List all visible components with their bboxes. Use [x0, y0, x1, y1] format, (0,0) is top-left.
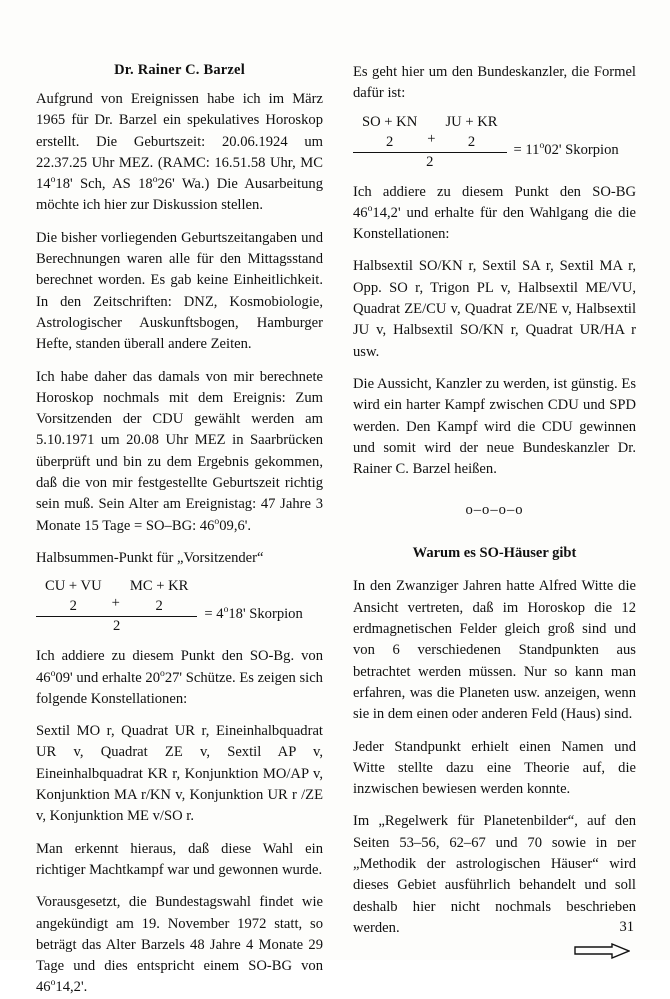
paragraph: Im „Regelwerk für Planetenbilder“, auf den Seiten 53–56, 62–67 und 70 sowie in ᴅer „Methodik der astrologischen Häuser“ wird dieses Gebiet ausführlich behandelt und soll deshalb hier nicht nochmals beschrieben werden.	[353, 813, 636, 936]
formula-numerator-right: MC + KR	[129, 578, 189, 595]
continuation-arrow-container	[353, 943, 636, 965]
paragraph: Vorausgesetzt, die Bundestagswahl findet wie angekündigt am 19. November 1972 statt, so beträgt das Alter Barzels 48 Jahre 4 Monate 29 Tage und dies entspricht einem SO-BG von 46$^o$14,2'.	[36, 894, 323, 996]
left-column	[36, 62, 323, 999]
paragraph: Die bisher vorliegenden Geburtszeitangaben und Berechnungen waren alle für den Mittagsstand berechnet worden. Es gab keine Einheitlichkeit. In den Zeitschriften: DNZ, Kosmobiologie, Astrologischer Auskunftsbogen, Hamburger Hefte, standen überall andere Zeiten.	[36, 229, 323, 353]
page-number: 31	[619, 919, 634, 935]
halbsummen-formula-left	[36, 578, 323, 635]
page-title: Dr. Rainer C. Barzel	[114, 62, 245, 78]
formula-result: = $4^o18'$ Skorpion	[204, 604, 303, 623]
formula-numerator-left: SO + KN	[362, 113, 418, 130]
paragraph-text: Aufgrund von Ereignissen habe ich im März 1965 für Dr. Barzel ein spekulatives Horoskop erstellt. Die Geburtszeit: 20.06.1924 um 22.37.25 Uhr MEZ. (RAMC: 16.51.58 Uhr, MC 14$^o$18' Sch, AS 18$^o$26' Wa.) Die Ausarbeitung möchte ich hier zur Diskussion stellen.	[36, 91, 324, 214]
paragraph: Halbsextil SO/KN r, Sextil SA r, Sextil MA r, Opp. SO r, Trigon PL v, Halbsextil ME/VU, Quadrat ZE/CU v, Quadrat ZE/NE v, Halbsextil JU v, Halbsextil SO/KN r, Quadrat UR/HA r usw.	[353, 258, 636, 360]
paragraph: Sextil MO r, Quadrat UR r, Eineinhalbquadrat UR v, Quadrat ZE v, Sextil AP v, Eineinhalbquadrat KR r, Konjunktion MO/AP v, Konjunktion MA r/KN v, Konjunktion UR r /ZE v, Konjunktion ME v/SO r.	[36, 723, 323, 825]
paragraph: Ich habe daher das damals von mir berechnete Horoskop nochmals mit dem Ereignis: Zum Vorsitzenden der CDU gewählt werden am 5.10.1971 um 20.08 Uhr MEZ in Saarbrücken überprüft und bin zu dem Ergebnis gekommen, daß die von mir festgestellte Geburtszeit richtig sein muß. Sein Alter am Ereignistag: 47 Jahre 3 Monate 15 Tage = SO–BG: 46$^o$09,6'.	[36, 368, 323, 534]
formula-denominator-left: 2	[69, 598, 77, 615]
formula-numerator-left: CU + VU	[45, 578, 102, 595]
paragraph: Halbsummen-Punkt für „Vorsitzender“	[36, 549, 264, 566]
formula-outer-denominator: 2	[426, 153, 434, 170]
paragraph: In den Zwanziger Jahren hatte Alfred Witte die Ansicht vertreten, daß im Horoskop die 12 erdmagnetischen Felder gleich groß sind und von 6 verschiedenen Standpunkten aus betrachtet werden müssen. Nur so kann man erfahren, was die Planeten usw. anzeigen, wenn sie in dem einen oder anderen Feld (Haus) sind.	[353, 578, 636, 723]
arrow-right-icon	[574, 943, 630, 964]
formula-plus: +	[427, 130, 436, 147]
formula-outer-denominator: 2	[113, 618, 121, 635]
paragraph: Ich addiere zu diesem Punkt den SO-BG 46$^o$14,2' und erhalte für den Wahlgang die die Konstellationen:	[353, 183, 636, 243]
formula-numerator-right: JU + KR	[445, 113, 498, 130]
paragraph: Es geht hier um den Bundeskanzler, die Formel dafür ist:	[353, 64, 636, 102]
formula-denominator-left: 2	[385, 133, 394, 150]
paragraph: Jeder Standpunkt erhielt einen Namen und Witte stellte dazu eine Theorie auf, die inzwischen bewiesen werden konnte.	[353, 738, 636, 798]
formula-result: = $11^o02'$ Skorpion	[513, 139, 619, 158]
kanzler-formula-right	[353, 114, 636, 171]
paragraph: Ich addiere zu diesem Punkt den SO-Bg. von 46$^o$09' und erhalte 20$^o$27' Schütze. Es zeigen sich folgende Konstellationen:	[36, 648, 323, 707]
paragraph: Man erkennt hieraus, daß diese Wahl ein richtiger Machtkampf war und gewonnen wurde.	[36, 840, 323, 878]
formula-denominator-right: 2	[155, 598, 163, 615]
paragraph	[36, 89, 323, 217]
section-divider: o–o–o–o	[465, 502, 524, 519]
formula-denominator-right: 2	[467, 133, 476, 150]
paragraph: Die Aussicht, Kanzler zu werden, ist günstig. Es wird ein harter Kampf zwischen CDU und SPD werden. Den Kampf wird die CDU gewinnen und somit wird der neue Bundeskanzler Dr. Rainer C. Barzel heißen.	[353, 375, 636, 478]
right-column	[353, 62, 636, 999]
two-column-layout	[36, 62, 636, 999]
section-title: Warum es SO-Häuser gibt	[412, 545, 577, 562]
formula-plus: +	[111, 595, 120, 612]
